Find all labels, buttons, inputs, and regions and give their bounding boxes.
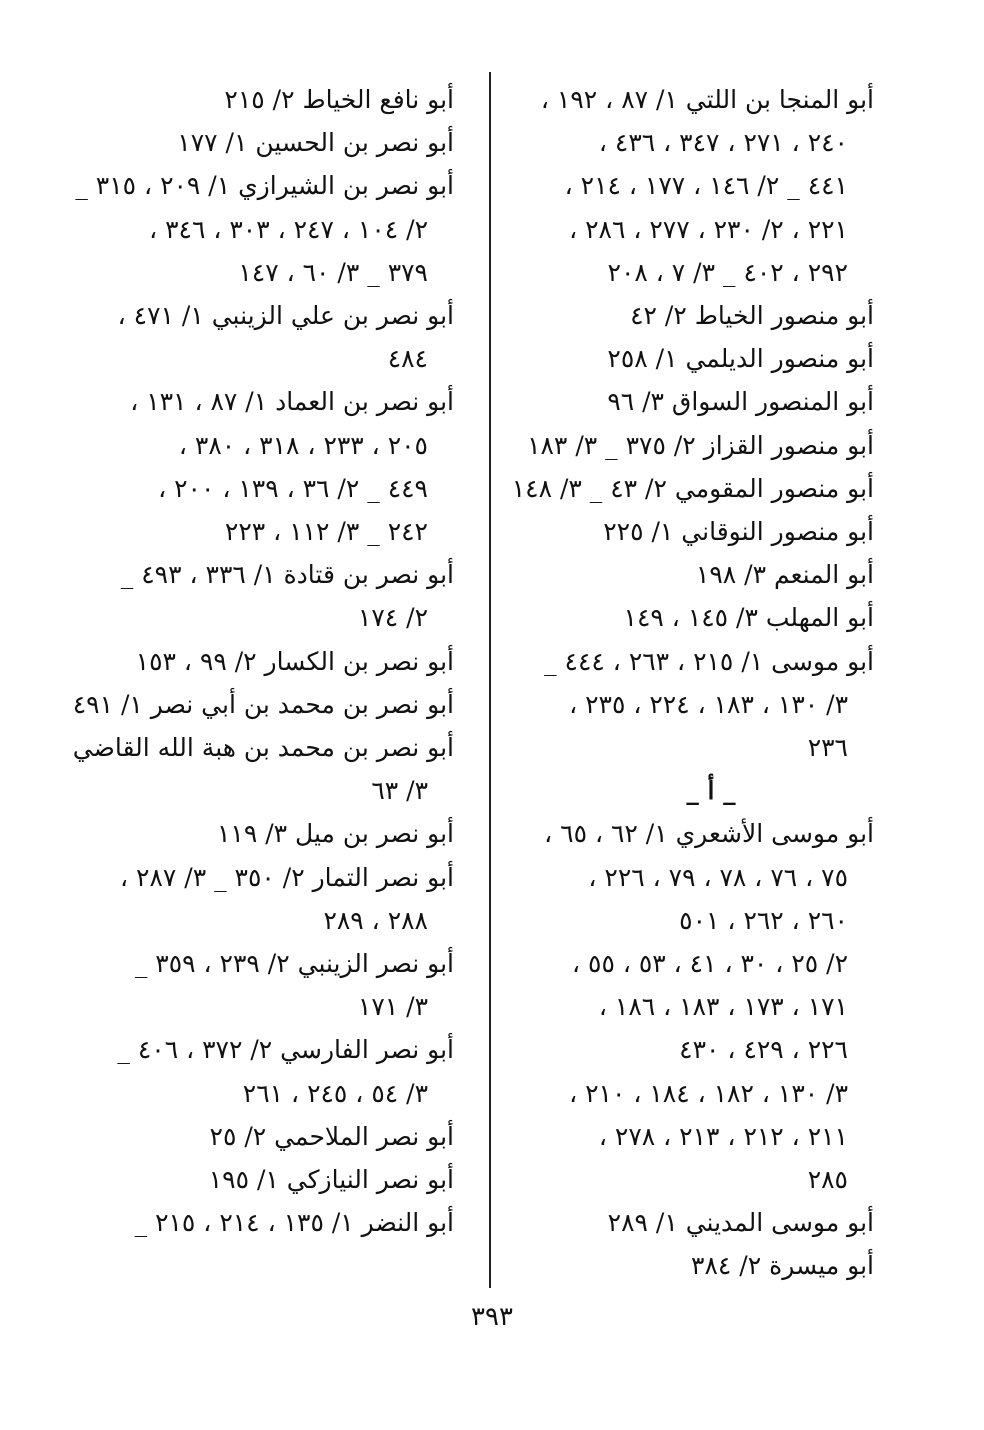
index-entry-line: أبو نصر النيازكي ١/ ١٩٥ [208, 1165, 454, 1195]
index-entry-line: أبو منصور النوقاني ١/ ٢٢٥ [603, 517, 874, 547]
index-entry [75, 164, 454, 294]
index-entry-continuation: ٤٨٤ [387, 344, 428, 374]
index-entry-line: أبو المنعم ٣/ ١٩٨ [695, 560, 874, 590]
index-entry-line: أبو نصر الزينبي ٢/ ٢٣٩ ، ٣٥٩ _ [134, 949, 454, 979]
index-entry-continuation: ٣/ ٦٣ [371, 776, 428, 806]
index-entry-line: أبو موسى المديني ١/ ٢٨٩ [607, 1208, 874, 1238]
index-entry-line: أبو منصور الخياط ٢/ ٤٢ [630, 301, 874, 331]
index-entry-line: أبو نصر بن قتادة ١/ ٣٣٦ ، ٤٩٣ _ [120, 560, 454, 590]
index-entry-line: أبو نصر بن محمد بن هبة الله القاضي [72, 733, 454, 763]
index-entry-continuation: ٣/ ١٣٠ ، ١٨٣ ، ٢٢٤ ، ٢٣٥ ، [569, 689, 848, 719]
index-entry-continuation: ٣/ ٥٤ ، ٢٤٥ ، ٢٦١ [242, 1078, 428, 1108]
index-entry-continuation: ٢٩٢ ، ٤٠٢ _ ٣/ ٧ ، ٢٠٨ [607, 257, 848, 287]
column-divider [489, 72, 491, 1288]
index-entry-continuation: ٣/ ١٧١ [357, 992, 428, 1022]
index-entry [508, 294, 874, 337]
index-entry-continuation: ٣/ ١٣٠ ، ١٨٢ ، ١٨٤ ، ٢١٠ ، [569, 1078, 848, 1108]
index-entry-line: أبو نافع الخياط ٢/ ٢١٥ [224, 85, 454, 114]
index-entry-line: أبو منصور القزاز ٢/ ٣٧٥ _ ٣/ ١٨٣ [527, 430, 874, 460]
index-entry [508, 467, 874, 510]
index-entry [102, 942, 454, 1028]
index-entry-line: أبو منصور المقومي ٢/ ٤٣ _ ٣/ ١٤٨ [511, 473, 874, 503]
index-entry-continuation: ٢٠٥ ، ٢٣٣ ، ٣١٨ ، ٣٨٠ ، [178, 430, 428, 460]
index-entry-line: أبو نصر التمار ٢/ ٣٥٠ _ ٣/ ٢٨٧ ، [120, 862, 454, 892]
section-letter-marker: _ أ _ [686, 776, 736, 806]
index-entry [508, 812, 874, 1201]
index-entry [102, 1028, 454, 1114]
index-entry [72, 683, 454, 726]
index-entry-continuation: ٢٨٥ [807, 1165, 848, 1195]
index-entry [508, 380, 874, 423]
index-entry [508, 424, 874, 467]
index-entry-line: أبو المنجا بن اللتي ١/ ٨٧ ، ١٩٢ ، [540, 85, 874, 114]
index-entry-continuation: ١٧١ ، ١٧٣ ، ١٨٣ ، ١٨٦ ، [598, 992, 848, 1022]
index-entry-line: أبو موسى الأشعري ١/ ٦٢ ، ٦٥ ، [544, 819, 874, 849]
index-entry-continuation: ٢٣٦ [807, 733, 848, 763]
index-entry [102, 78, 454, 121]
index-entry-continuation: ٢٢١ ، ٢/ ٢٣٠ ، ٢٧٧ ، ٢٨٦ ، [569, 214, 848, 244]
index-entry-line: أبو نصر الفارسي ٢/ ٣٧٢ ، ٤٠٦ _ [117, 1035, 454, 1065]
index-entry [72, 726, 454, 812]
index-entry-continuation: ٢/ ١٧٤ [357, 603, 428, 633]
index-entry [102, 553, 454, 639]
index-entry-continuation: ٢/ ١٠٤ ، ٢٤٧ ، ٣٠٣ ، ٣٤٦ ، [149, 214, 428, 244]
index-entry [508, 78, 874, 294]
index-entry-line: أبو نصر بن ميل ٣/ ١١٩ [216, 819, 454, 849]
index-entry-continuation: ٢٤٠ ، ٢٧١ ، ٣٤٧ ، ٤٣٦ ، [598, 128, 848, 158]
index-entry [102, 1158, 454, 1201]
index-entry-continuation: ٢٨٨ ، ٢٨٩ [323, 905, 428, 935]
index-entry-line: أبو نصر بن محمد بن أبي نصر ١/ ٤٩١ [72, 689, 454, 719]
index-entry-line: أبو نصر الملاحمي ٢/ ٢٥ [209, 1121, 454, 1151]
index-entry [102, 1115, 454, 1158]
index-entry [102, 812, 454, 855]
index-entry-line: أبو منصور الديلمي ١/ ٢٥٨ [607, 344, 874, 374]
index-entry [508, 1201, 874, 1244]
index-column-right [508, 78, 874, 1288]
index-entry-line: أبو النضر ١/ ١٣٥ ، ٢١٤ ، ٢١٥ _ [134, 1208, 454, 1238]
index-entry [508, 596, 874, 639]
index-column-left [72, 78, 454, 1244]
index-entry-line: أبو ميسرة ٢/ ٣٨٤ [691, 1251, 874, 1281]
index-entry-continuation: ٢٦٠ ، ٢٦٢ ، ٥٠١ [679, 905, 848, 935]
index-entry-continuation: ٤٤١ _ ٢/ ١٤٦ ، ١٧٧ ، ٢١٤ ، [564, 171, 848, 201]
index-entry-continuation: ٢٤٢ _ ٣/ ١١٢ ، ٢٢٣ [224, 517, 428, 547]
index-entry [102, 640, 454, 683]
index-entry [102, 294, 454, 380]
index-entry-line: أبو نصر بن علي الزينبي ١/ ٤٧١ ، [117, 301, 454, 331]
index-entry-continuation: ٢٢٦ ، ٤٢٩ ، ٤٣٠ [679, 1035, 848, 1065]
index-entry [102, 121, 454, 164]
index-entry [508, 640, 874, 770]
index-entry-continuation: ٧٥ ، ٧٦ ، ٧٨ ، ٧٩ ، ٢٢٦ ، [588, 862, 848, 892]
page-number: ٣٩٣ [471, 1302, 513, 1332]
index-entry-line: أبو نصر بن الحسين ١/ ١٧٧ [177, 128, 454, 158]
index-entry [508, 337, 874, 380]
index-entry [508, 553, 874, 596]
index-entry-continuation: ٣٧٩ _ ٣/ ٦٠ ، ١٤٧ [238, 257, 428, 287]
index-entry-continuation: ٢/ ٢٥ ، ٣٠ ، ٤١ ، ٥٣ ، ٥٥ ، [572, 949, 848, 979]
index-entry [102, 380, 454, 553]
index-entry-line: أبو المنصور السواق ٣/ ٩٦ [607, 387, 874, 417]
index-entry-line: أبو نصر بن الشيرازي ١/ ٢٠٩ ، ٣١٥ _ [75, 171, 454, 201]
index-entry-continuation: ٤٤٩ _ ٢/ ٣٦ ، ١٣٩ ، ٢٠٠ ، [158, 473, 428, 503]
index-entry-continuation: ٢١١ ، ٢١٢ ، ٢١٣ ، ٢٧٨ ، [598, 1121, 848, 1151]
index-entry [508, 510, 874, 553]
index-entry [508, 1244, 874, 1287]
index-entry-line: أبو المهلب ٣/ ١٤٥ ، ١٤٩ [623, 603, 874, 633]
index-entry-line: أبو نصر بن الكسار ٢/ ٩٩ ، ١٥٣ [135, 646, 454, 676]
index-entry-line: أبو موسى ١/ ٢١٥ ، ٢٦٣ ، ٤٤٤ _ [544, 646, 874, 676]
index-entry [102, 1201, 454, 1244]
index-entry-line: أبو نصر بن العماد ١/ ٨٧ ، ١٣١ ، [130, 387, 454, 417]
index-entry [102, 856, 454, 942]
